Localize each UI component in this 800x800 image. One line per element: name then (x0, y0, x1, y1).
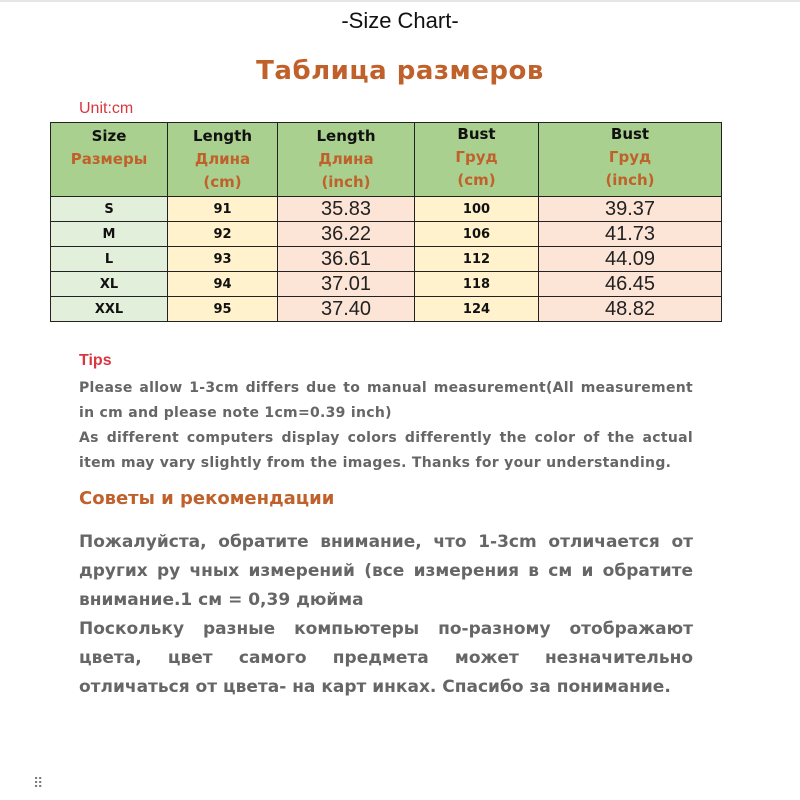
header-ru: Груд (455, 148, 498, 166)
top-divider (0, 0, 800, 2)
table-row (51, 197, 722, 222)
table-cell: L (51, 247, 168, 272)
column-header (51, 123, 168, 197)
table-cell: 106 (415, 222, 539, 247)
table-cell: 41.73 (539, 222, 722, 247)
column-header (415, 123, 539, 197)
table-cell: 118 (415, 272, 539, 297)
header-unit: (inch) (605, 171, 655, 189)
table-cell: 36.22 (278, 222, 415, 247)
header-en: Bust (610, 125, 650, 143)
page-title-ru: Таблица размеров (256, 56, 544, 86)
tips-text (79, 376, 693, 476)
table-row (51, 222, 722, 247)
column-header (168, 123, 278, 197)
column-header (539, 123, 722, 197)
table-cell: 37.01 (278, 272, 415, 297)
table-cell: 35.83 (278, 197, 415, 222)
tips-line-1: Please allow 1-3cm differs due to manual measurement(All measurement in cm and please note 1cm=0.39 inch) (79, 380, 693, 421)
header-ru: Груд (608, 148, 652, 166)
tips-text-ru (79, 528, 693, 702)
size-table (50, 122, 722, 322)
column-header (278, 123, 415, 197)
header-en: Length (316, 127, 376, 145)
tips-line-2: As different computers display colors differently the color of the actual item may vary slightly from the images. Thanks for your understanding. (79, 430, 693, 471)
table-row (51, 272, 722, 297)
table-row (51, 297, 722, 322)
table-cell: 93 (168, 247, 278, 272)
header-unit: (cm) (457, 171, 496, 189)
table-cell: 92 (168, 222, 278, 247)
table-cell: 48.82 (539, 297, 722, 322)
table-cell: M (51, 222, 168, 247)
tips-heading-ru: Советы и рекомендации (79, 488, 335, 509)
table-cell: 91 (168, 197, 278, 222)
table-cell: 46.45 (539, 272, 722, 297)
header-en: Size (91, 127, 127, 145)
header-ru: Длина (318, 150, 374, 168)
table-cell: 94 (168, 272, 278, 297)
table-cell: 95 (168, 297, 278, 322)
header-en: Bust (457, 125, 496, 143)
header-ru: Размеры (70, 150, 148, 168)
table-cell: 39.37 (539, 197, 722, 222)
table-cell: XL (51, 272, 168, 297)
tips-heading: Tips (79, 352, 112, 369)
table-cell: 124 (415, 297, 539, 322)
header-unit: (inch) (321, 173, 371, 191)
table-cell: XXL (51, 297, 168, 322)
header-en: Length (193, 127, 252, 145)
page-title: -Size Chart- (341, 8, 459, 33)
table-cell: S (51, 197, 168, 222)
table-cell: 44.09 (539, 247, 722, 272)
header-ru: Длина (194, 150, 251, 168)
unit-label: Unit:cm (79, 100, 134, 117)
tips-ru-line-1: Пожалуйста, обратите внимание, что 1-3cm отличается от других ру чных измерений (все измерения в см и обратите внимание.1 см = 0,39 дюйма (79, 532, 693, 610)
table-cell: 112 (415, 247, 539, 272)
table-cell: 37.40 (278, 297, 415, 322)
tips-ru-line-2: Поскольку разные компьютеры по-разному отображают цвета, цвет самого предмета может незначительно отличаться от цвета- на карт инках. Спасибо за понимание. (79, 619, 693, 697)
table-cell: 36.61 (278, 247, 415, 272)
header-unit: (cm) (203, 173, 242, 191)
drag-handle-icon[interactable]: ⠿ (33, 775, 44, 791)
table-row (51, 247, 722, 272)
table-cell: 100 (415, 197, 539, 222)
